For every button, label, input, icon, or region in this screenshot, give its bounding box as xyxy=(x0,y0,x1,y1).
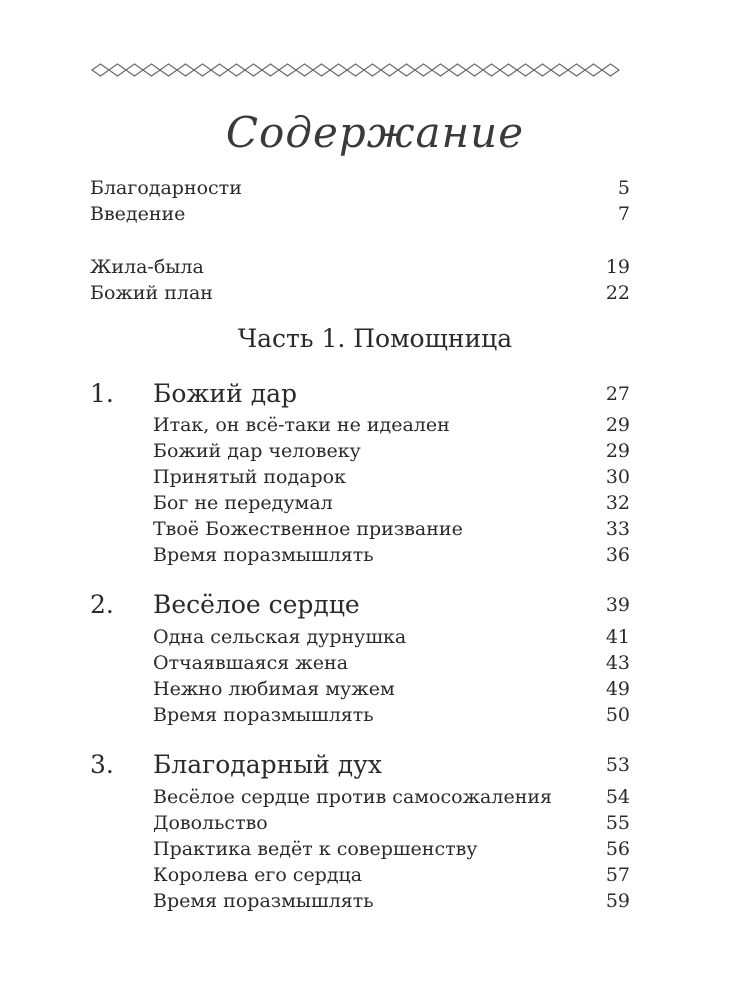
section-label: Отчаявшаяся жена xyxy=(153,652,349,674)
section-label: Твоё Божественное призвание xyxy=(153,518,463,540)
entry-page: 22 xyxy=(605,282,630,304)
section-label: Время поразмышлять xyxy=(153,890,374,912)
page-title: Содержание xyxy=(225,108,525,157)
chapter-page: 53 xyxy=(605,754,630,776)
section-page: 55 xyxy=(605,812,630,834)
toc-entry xyxy=(90,280,630,306)
toc-section xyxy=(153,784,630,810)
entry-label: Божий план xyxy=(90,282,213,304)
chapter-number: 3. xyxy=(90,750,114,779)
toc-section xyxy=(153,438,630,464)
chapter-heading xyxy=(90,377,630,411)
entry-page: 7 xyxy=(617,203,630,225)
toc-entry xyxy=(90,175,630,201)
section-page: 49 xyxy=(605,678,630,700)
section-label: Божий дар человеку xyxy=(153,440,361,462)
section-label: Весёлое сердце против самосожаления xyxy=(153,786,553,808)
section-page: 30 xyxy=(605,466,630,488)
section-page: 29 xyxy=(605,414,630,436)
section-label: Принятый подарок xyxy=(153,466,346,488)
section-label: Королева его сердца xyxy=(153,864,363,886)
section-page: 50 xyxy=(605,704,630,726)
toc-section xyxy=(153,516,630,542)
chapter-title: Божий дар xyxy=(153,379,297,408)
section-label: Нежно любимая мужем xyxy=(153,678,395,700)
section-page: 32 xyxy=(605,492,630,514)
section-label: Довольство xyxy=(153,812,268,834)
chapter-heading xyxy=(90,588,630,622)
toc-section xyxy=(153,624,630,650)
toc-section xyxy=(153,862,630,888)
part-heading: Часть 1. Помощница xyxy=(237,324,513,353)
section-page: 56 xyxy=(605,838,630,860)
section-page: 54 xyxy=(605,786,630,808)
toc-section xyxy=(153,490,630,516)
section-label: Итак, он всё-таки не идеален xyxy=(153,414,450,436)
section-label: Время поразмышлять xyxy=(153,704,374,726)
section-page: 41 xyxy=(605,626,630,648)
toc-section xyxy=(153,542,630,568)
toc-section xyxy=(153,888,630,914)
chapter-number: 2. xyxy=(90,590,114,619)
section-label: Время поразмышлять xyxy=(153,544,374,566)
toc-section xyxy=(153,412,630,438)
chapter-title: Благодарный дух xyxy=(153,750,382,779)
decorative-border-ornament xyxy=(90,62,635,78)
toc-section xyxy=(153,702,630,728)
entry-label: Жила-была xyxy=(90,256,204,278)
section-page: 33 xyxy=(605,518,630,540)
entry-label: Введение xyxy=(90,203,186,225)
toc-section xyxy=(153,676,630,702)
section-page: 43 xyxy=(605,652,630,674)
section-page: 57 xyxy=(605,864,630,886)
chapter-heading xyxy=(90,748,630,782)
chapter-number: 1. xyxy=(90,379,114,408)
toc-section xyxy=(153,464,630,490)
chapter-page: 27 xyxy=(605,383,630,405)
section-page: 29 xyxy=(605,440,630,462)
section-label: Бог не передумал xyxy=(153,492,333,514)
toc-section xyxy=(153,810,630,836)
chapter-page: 39 xyxy=(605,594,630,616)
entry-label: Благодарности xyxy=(90,177,242,199)
entry-page: 19 xyxy=(605,256,630,278)
chapter-title: Весёлое сердце xyxy=(153,590,360,619)
toc-section xyxy=(153,836,630,862)
toc-entry xyxy=(90,254,630,280)
section-label: Одна сельская дурнушка xyxy=(153,626,407,648)
toc-entry xyxy=(90,201,630,227)
entry-page: 5 xyxy=(617,177,630,199)
toc-section xyxy=(153,650,630,676)
section-page: 36 xyxy=(605,544,630,566)
section-page: 59 xyxy=(605,890,630,912)
section-label: Практика ведёт к совершенству xyxy=(153,838,478,860)
